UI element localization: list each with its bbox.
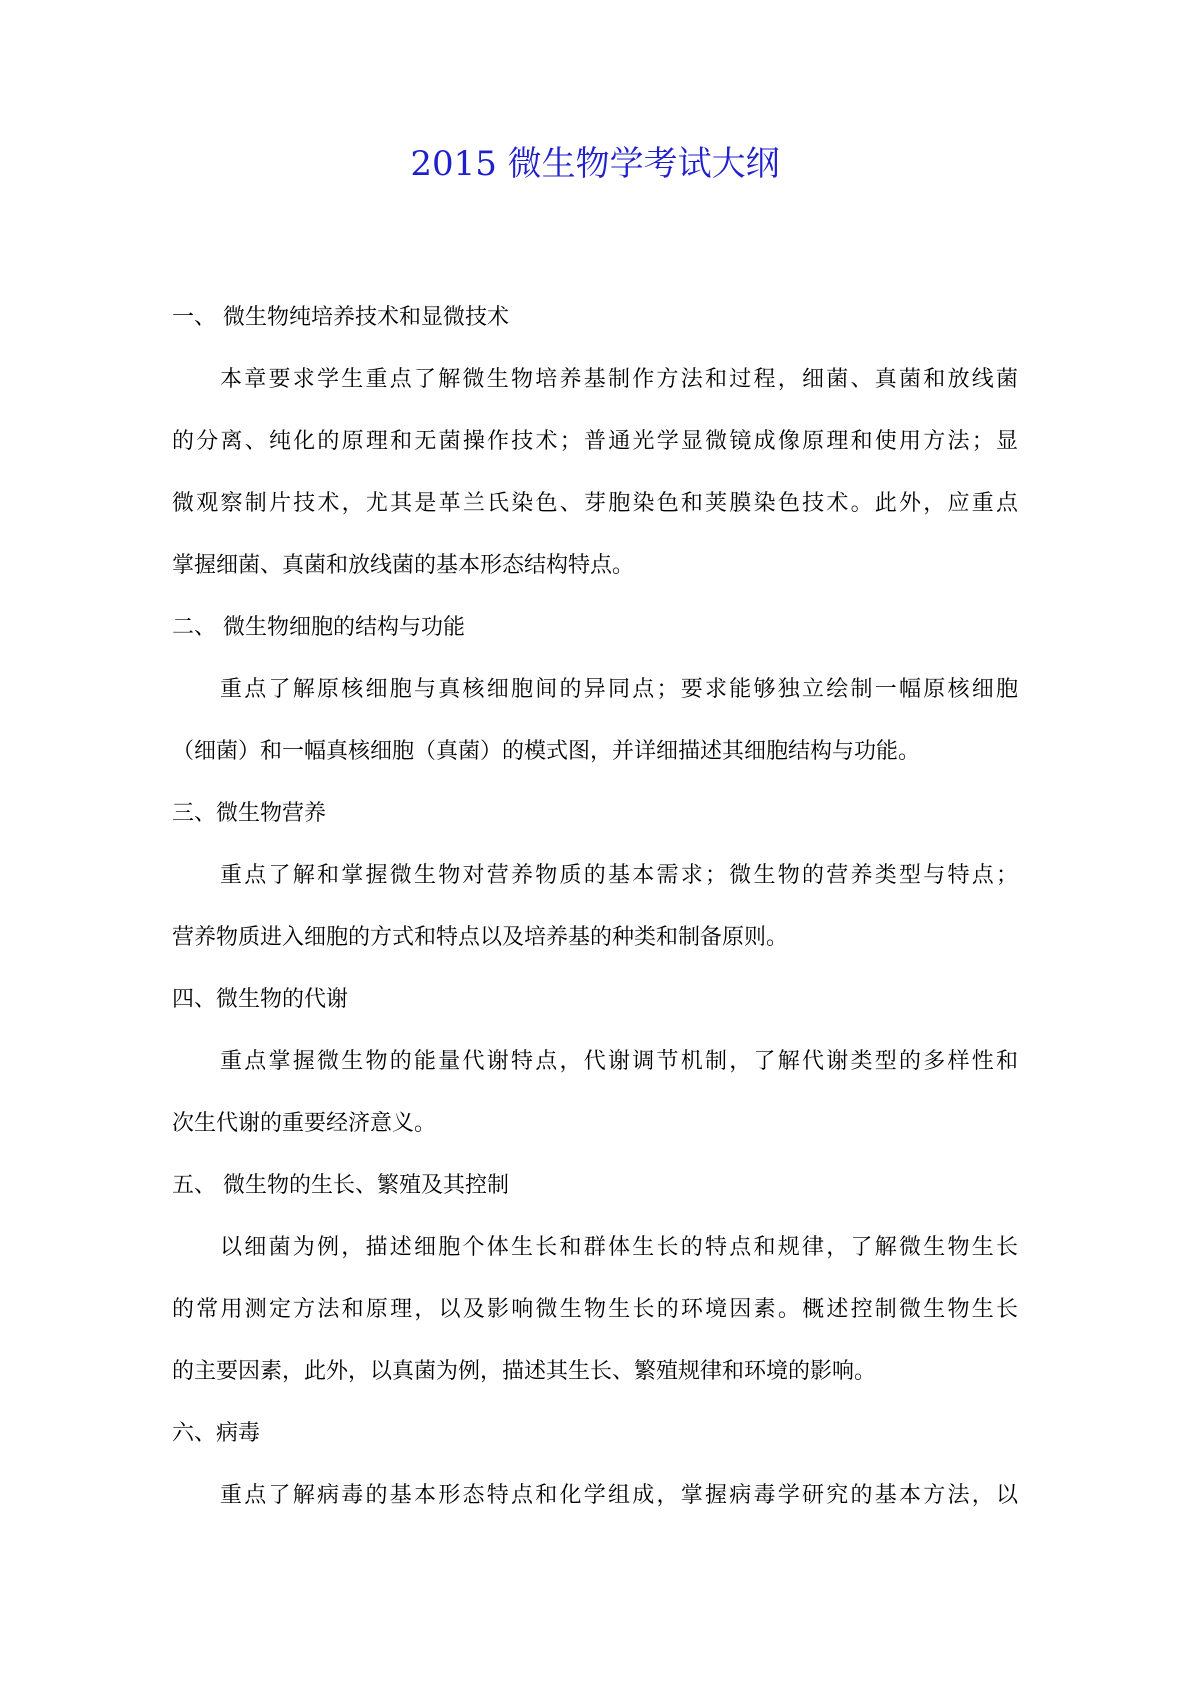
section-paragraph — [172, 1465, 1018, 1527]
paragraph-line: 的分离、纯化的原理和无菌操作技术；普通光学显微镜成像原理和使用方法；显 — [172, 429, 1018, 454]
section-heading: 三、微生物营养 — [172, 801, 327, 826]
section-paragraph — [172, 1217, 1018, 1403]
section-heading: 二、 微生物细胞的结构与功能 — [172, 615, 465, 640]
paragraph-line: 营养物质进入细胞的方式和特点以及培养基的种类和制备原则。 — [172, 925, 789, 950]
paragraph-line: 掌握细菌、真菌和放线菌的基本形态结构特点。 — [172, 553, 635, 578]
section-heading: 四、微生物的代谢 — [172, 987, 349, 1012]
document-body — [172, 287, 1018, 1527]
paragraph-line: 以细菌为例，描述细胞个体生长和群体生长的特点和规律，了解微生物生长 — [220, 1235, 1018, 1260]
section-paragraph — [172, 659, 1018, 783]
section-paragraph — [172, 845, 1018, 969]
paragraph-line: 重点掌握微生物的能量代谢特点，代谢调节机制，了解代谢类型的多样性和 — [220, 1049, 1018, 1074]
paragraph-line: 重点了解原核细胞与真核细胞间的异同点；要求能够独立绘制一幅原核细胞 — [220, 677, 1018, 702]
section-heading: 五、 微生物的生长、繁殖及其控制 — [172, 1173, 509, 1198]
section-paragraph — [172, 349, 1018, 597]
paragraph-line: 本章要求学生重点了解微生物培养基制作方法和过程，细菌、真菌和放线菌 — [220, 367, 1018, 392]
section-paragraph — [172, 1031, 1018, 1155]
section-heading: 一、 微生物纯培养技术和显微技术 — [172, 305, 509, 330]
section-heading: 六、病毒 — [172, 1421, 261, 1446]
paragraph-line: 的常用测定方法和原理，以及影响微生物生长的环境因素。概述控制微生物生长 — [172, 1297, 1018, 1322]
document-title: 2015 微生物学考试大纲 — [410, 144, 780, 184]
paragraph-line: （细菌）和一幅真核细胞（真菌）的模式图，并详细描述其细胞结构与功能。 — [172, 739, 921, 764]
paragraph-line: 次生代谢的重要经济意义。 — [172, 1111, 437, 1136]
paragraph-line: 的主要因素，此外，以真菌为例，描述其生长、繁殖规律和环境的影响。 — [172, 1359, 877, 1384]
paragraph-line: 重点了解和掌握微生物对营养物质的基本需求；微生物的营养类型与特点； — [220, 863, 1018, 888]
paragraph-line: 微观察制片技术，尤其是革兰氏染色、芽胞染色和荚膜染色技术。此外，应重点 — [172, 491, 1018, 516]
paragraph-line: 重点了解病毒的基本形态特点和化学组成，掌握病毒学研究的基本方法，以 — [220, 1483, 1018, 1508]
